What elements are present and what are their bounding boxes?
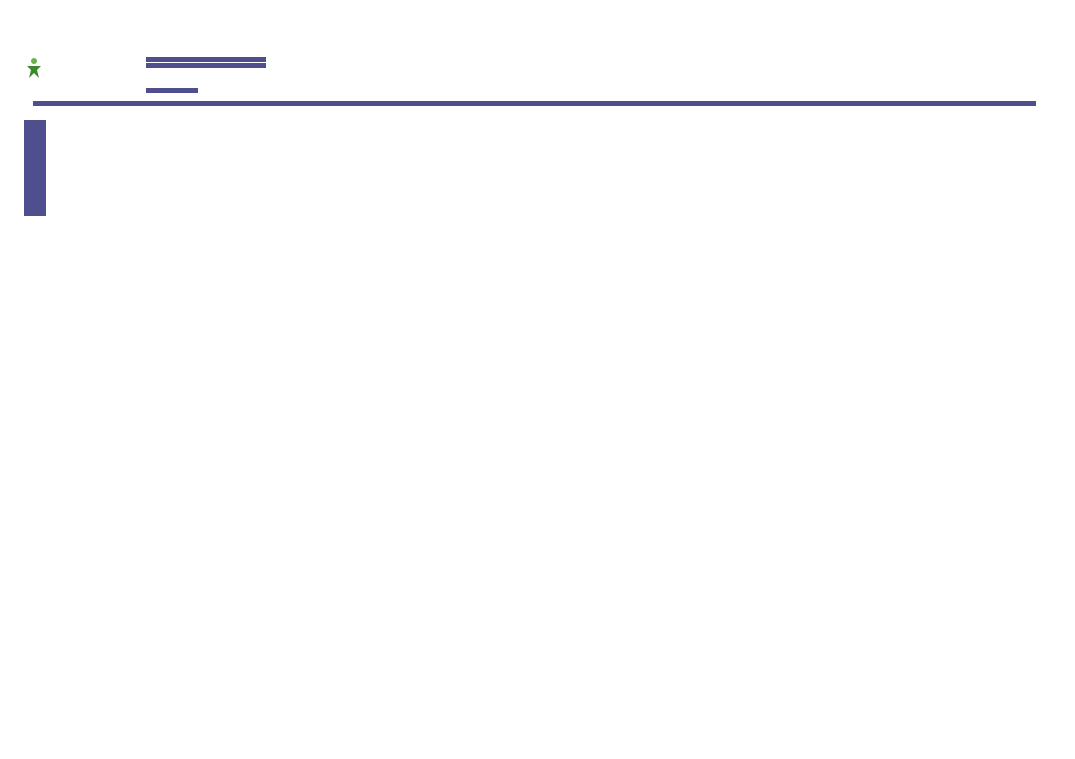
- period-label: [146, 88, 198, 93]
- entity-logo-icon: [24, 57, 44, 79]
- report-title: [146, 57, 266, 62]
- report-header: [146, 57, 266, 68]
- report-subtitle: [146, 63, 266, 68]
- section-banner: [33, 101, 1036, 106]
- row-group-tag: [24, 120, 46, 216]
